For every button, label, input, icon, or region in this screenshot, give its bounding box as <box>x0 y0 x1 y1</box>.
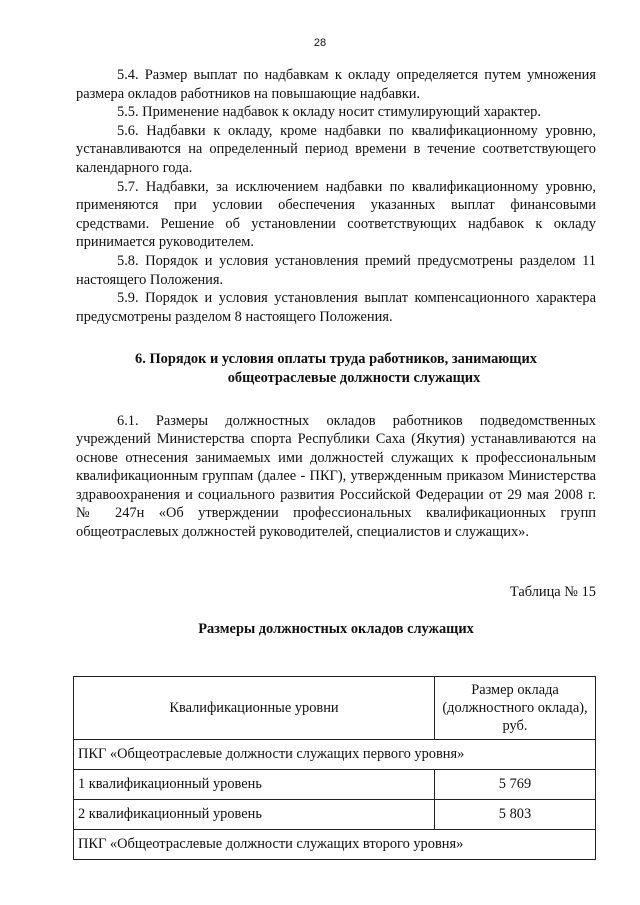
paragraph-5-7: 5.7. Надбавки, за исключением надбавки по квалификационному уровню, применяются при условии обеспечения указанных выплат финансовыми средствами. Решение об установлении соответствующих надбавок к окладу принимается руководителем. <box>76 178 596 251</box>
value-cell: 5 803 <box>435 800 596 830</box>
group-second-level: ПКГ «Общеотраслевые должности служащих второго уровня» <box>74 830 596 860</box>
document-body <box>76 66 596 638</box>
table-title: Размеры должностных окладов служащих <box>198 620 474 637</box>
paragraph-5-6: 5.6. Надбавки к окладу, кроме надбавки по квалификационному уровню, устанавливаются на определенный период времени в течение соответствующего календарного года. <box>76 122 596 176</box>
section-6-heading <box>76 350 596 387</box>
table-row <box>74 800 596 830</box>
value-cell: 5 769 <box>435 770 596 800</box>
paragraph-5-8: 5.8. Порядок и условия установления премий предусмотрены разделом 11 настоящего Положения. <box>76 252 596 288</box>
table-row <box>74 770 596 800</box>
header-salary-line3: руб. <box>502 718 528 734</box>
header-qualification-levels: Квалификационные уровни <box>74 677 435 740</box>
paragraph-5-9: 5.9. Порядок и условия установления выплат компенсационного характера предусмотрены разделом 8 настоящего Положения. <box>76 290 596 325</box>
table-group-row <box>74 740 596 770</box>
level-cell: 1 квалификационный уровень <box>74 770 435 800</box>
salary-table <box>73 676 596 860</box>
table-caption: Таблица № 15 <box>509 583 596 600</box>
header-salary-line1: Размер оклада <box>471 682 559 698</box>
group-first-level: ПКГ «Общеотраслевые должности служащих первого уровня» <box>74 740 596 770</box>
paragraph-5-4: 5.4. Размер выплат по надбавкам к окладу определяется путем умножения размера окладов работников на повышающие надбавки. <box>76 67 596 102</box>
table-header-row <box>74 677 596 740</box>
header-salary-size <box>435 677 596 740</box>
section-heading-line1: 6. Порядок и условия оплаты труда работников, занимающих <box>135 351 537 368</box>
table-group-row <box>74 830 596 860</box>
paragraph-6-1: 6.1. Размеры должностных окладов работников подведомственных учреждений Министерства спорта Республики Саха (Якутия) устанавливаются на основе отнесения занимаемых ими должностей служащих к профессиональным квалификационным группам (далее - ПКГ), утвержденным приказом Министерства здравоохранения и социального развития Российской Федерации от 29 мая 2008 г. № 247н «Об утверждении профессиональных квалификационных групп общеотраслевых должностей руководителей, специалистов и служащих». <box>76 412 596 541</box>
header-salary-line2: (должностного оклада), <box>442 700 588 716</box>
page-number: 28 <box>313 37 327 49</box>
paragraph-5-5: 5.5. Применение надбавок к окладу носит стимулирующий характер. <box>117 104 541 121</box>
section-heading-line2: общеотраслевые должности служащих <box>227 369 481 386</box>
level-cell: 2 квалификационный уровень <box>74 800 435 830</box>
